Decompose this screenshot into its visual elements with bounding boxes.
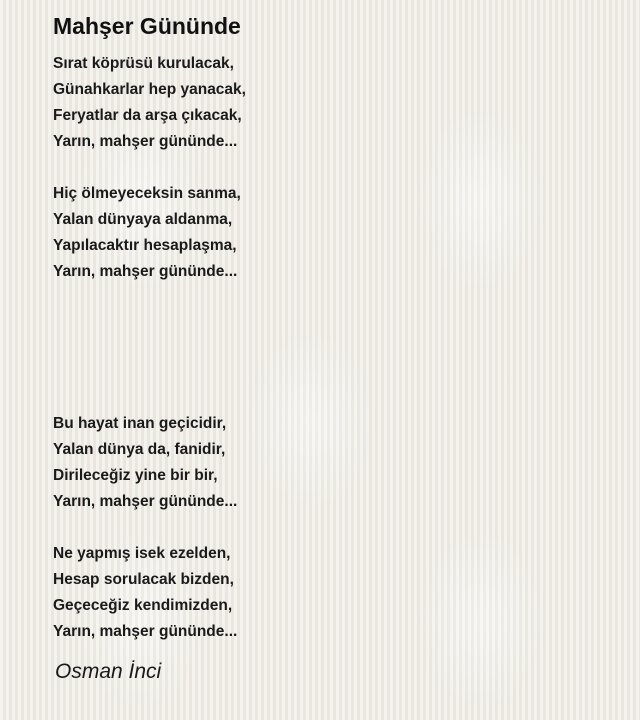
poem-line: Ne yapmış isek ezelden, (53, 545, 231, 562)
poem-line: Geçeceğiz kendimizden, (53, 597, 233, 614)
poem-line: Yarın, mahşer gününde... (53, 493, 238, 510)
poem-line: Sırat köprüsü kurulacak, (53, 55, 234, 72)
poem-title: Mahşer Gününde (53, 13, 241, 39)
poem-line: Yalan dünyaya aldanma, (53, 211, 233, 228)
poem-line: Yarın, mahşer gününde... (53, 263, 238, 280)
poem-line: Yalan dünya da, fanidir, (53, 441, 226, 458)
poem-line: Dirileceğiz yine bir bir, (53, 467, 218, 484)
poem-line: Hesap sorulacak bizden, (53, 571, 234, 588)
poem-line: Yarın, mahşer gününde... (53, 133, 238, 150)
poem-line: Bu hayat inan geçicidir, (53, 415, 227, 432)
poem-line: Yapılacaktır hesaplaşma, (53, 237, 237, 254)
stanza (53, 181, 241, 285)
stanza (53, 51, 246, 155)
poem-line: Günahkarlar hep yanacak, (53, 81, 246, 98)
poem-author: Osman İnci (55, 660, 162, 683)
stanza (53, 541, 237, 645)
poem-line: Feryatlar da arşa çıkacak, (53, 107, 242, 124)
stanza (53, 411, 237, 515)
poem-line: Yarın, mahşer gününde... (53, 623, 238, 640)
poem-line: Hiç ölmeyeceksin sanma, (53, 185, 241, 202)
